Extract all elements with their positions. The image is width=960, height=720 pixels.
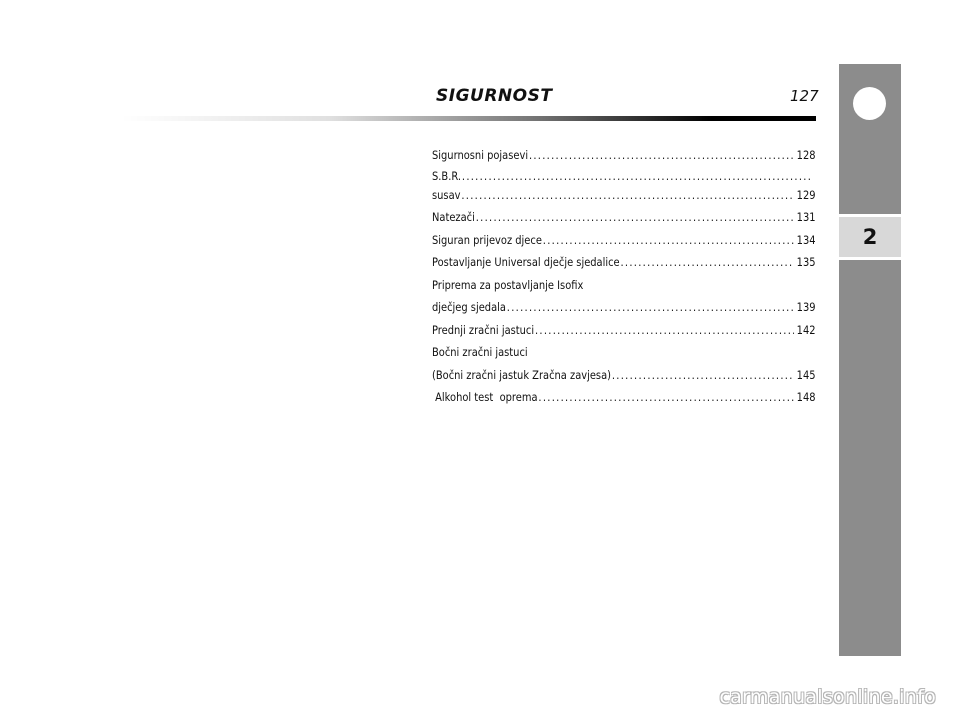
- toc-entry-text: Siguran prijevoz djece: [432, 232, 542, 247]
- toc-leader-dots: [535, 319, 794, 342]
- toc-entry[interactable]: [432, 184, 816, 207]
- chapter-side-tab: [839, 64, 901, 656]
- toc-leader-dots: [507, 296, 794, 319]
- toc-entry-text: Natezači: [432, 210, 475, 224]
- toc-entry-text: dječjeg sjedala: [432, 300, 506, 314]
- toc-entry-text: Alkohol test oprema: [432, 390, 538, 404]
- toc-entry-text: S.B.R.: [432, 168, 462, 183]
- table-of-contents: [432, 144, 816, 409]
- toc-leader-dots: [476, 206, 794, 229]
- toc-entry-text: (Bočni zračni jastuk Zračna zavjesa): [432, 367, 612, 382]
- toc-entry-page: 139: [796, 300, 816, 314]
- toc-entry-text: Postavljanje Universal dječje sjedalice: [432, 255, 620, 269]
- toc-entry-text: susav: [432, 187, 461, 202]
- toc-entry[interactable]: [432, 296, 816, 319]
- toc-entry[interactable]: [432, 341, 816, 364]
- toc-leader-dots: [612, 364, 794, 387]
- toc-entry-text: Bočni zračni jastuci: [432, 345, 528, 359]
- toc-entry[interactable]: [432, 169, 816, 184]
- toc-leader-dots: [621, 251, 795, 274]
- toc-entry[interactable]: [432, 319, 816, 342]
- chapter-number: 2: [862, 225, 878, 249]
- chapter-number-tab[interactable]: [839, 214, 901, 260]
- toc-entry-page: 148: [796, 390, 816, 404]
- toc-leader-dots: [543, 229, 794, 252]
- toc-entry[interactable]: [432, 251, 816, 274]
- toc-entry-text: Sigurnosni pojasevi: [432, 148, 529, 162]
- toc-entry[interactable]: [432, 364, 816, 387]
- toc-entry[interactable]: [432, 386, 816, 409]
- toc-entry-text: Prednji zračni jastuci: [432, 322, 535, 337]
- toc-entry-page: 145: [796, 367, 816, 382]
- toc-entry-page: 142: [796, 322, 816, 337]
- toc-entry-page: 135: [796, 255, 816, 269]
- toc-entry[interactable]: [432, 206, 816, 229]
- toc-entry[interactable]: [432, 229, 816, 252]
- watermark: carmanualsonline.info: [719, 686, 936, 708]
- page-number: 127: [790, 87, 819, 105]
- toc-entry-page: 131: [796, 210, 816, 224]
- chapter-circle-icon: [853, 87, 886, 120]
- header-rule: [120, 116, 816, 121]
- toc-leader-dots: [538, 386, 794, 409]
- toc-entry-text: Priprema za postavljanje Isofix: [432, 277, 584, 292]
- section-title: SIGURNOST: [436, 86, 553, 106]
- toc-entry-page: 129: [796, 187, 816, 202]
- toc-leader-dots: [461, 184, 794, 207]
- toc-entry-page: 128: [796, 148, 816, 162]
- toc-leader-dots: [462, 169, 813, 184]
- toc-entry[interactable]: [432, 274, 816, 297]
- toc-leader-dots: [529, 144, 794, 167]
- toc-entry-page: 134: [796, 232, 816, 247]
- toc-entry[interactable]: [432, 144, 816, 167]
